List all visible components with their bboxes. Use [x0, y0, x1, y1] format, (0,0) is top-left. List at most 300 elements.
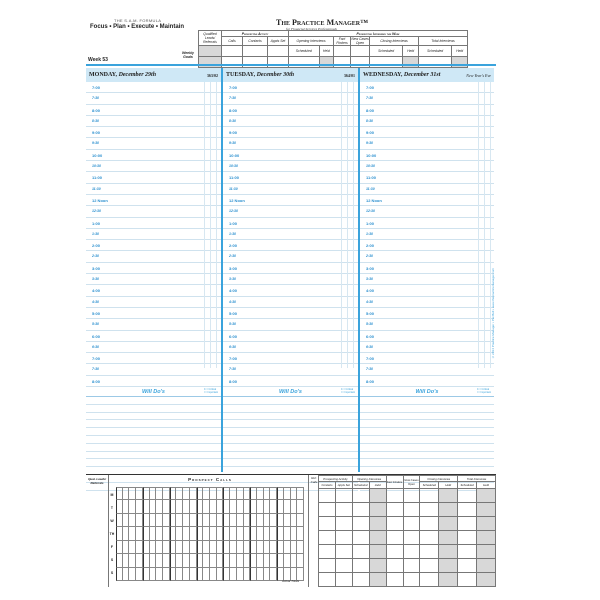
- will-do-line[interactable]: [223, 420, 358, 428]
- tally-cell[interactable]: [477, 545, 496, 559]
- tally-cell[interactable]: [319, 545, 336, 559]
- time-slot[interactable]: 8:30: [86, 116, 221, 127]
- tally-cell[interactable]: [458, 573, 477, 587]
- prospect-call-cell[interactable]: [136, 541, 143, 554]
- prospect-call-cell[interactable]: [156, 487, 163, 500]
- prospect-call-cell[interactable]: [277, 554, 284, 567]
- prospect-call-cell[interactable]: [270, 514, 277, 527]
- prospect-call-cell[interactable]: [129, 487, 136, 500]
- prospect-call-cell[interactable]: [244, 568, 251, 581]
- time-slot[interactable]: 2:00: [360, 240, 494, 251]
- time-slot[interactable]: 1:00: [223, 218, 358, 229]
- prospect-call-cell[interactable]: [250, 541, 257, 554]
- time-slot[interactable]: 10:00: [223, 150, 358, 161]
- prospect-call-cell[interactable]: [230, 487, 237, 500]
- prospect-call-cell[interactable]: [163, 568, 170, 581]
- prospect-call-cell[interactable]: [123, 541, 130, 554]
- prospect-call-cell[interactable]: [297, 514, 304, 527]
- time-slot[interactable]: 7:00: [86, 82, 221, 93]
- time-slot[interactable]: 8:00: [86, 105, 221, 116]
- prospect-call-cell[interactable]: [116, 527, 123, 540]
- time-slot[interactable]: 10:30: [223, 161, 358, 172]
- will-do-line[interactable]: [360, 405, 494, 413]
- prospect-call-cell[interactable]: [284, 554, 291, 567]
- prospect-call-cell[interactable]: [163, 500, 170, 513]
- time-slot[interactable]: 7:30: [223, 93, 358, 104]
- prospect-call-cell[interactable]: [136, 487, 143, 500]
- prospect-call-cell[interactable]: [277, 500, 284, 513]
- tally-cell[interactable]: [386, 559, 403, 573]
- tally-cell[interactable]: [420, 503, 439, 517]
- tally-cell[interactable]: [386, 545, 403, 559]
- time-slot[interactable]: 8:00: [360, 105, 494, 116]
- prospect-call-cell[interactable]: [183, 554, 190, 567]
- will-do-line[interactable]: [360, 420, 494, 428]
- prospect-call-cell[interactable]: [116, 514, 123, 527]
- prospect-call-cell[interactable]: [237, 500, 244, 513]
- tally-cell[interactable]: [319, 531, 336, 545]
- prospect-call-cell[interactable]: [123, 500, 130, 513]
- time-slot[interactable]: 5:00: [86, 308, 221, 319]
- prospect-call-cell[interactable]: [156, 541, 163, 554]
- time-slot[interactable]: 4:30: [223, 297, 358, 308]
- tally-cell[interactable]: [439, 503, 458, 517]
- tally-cell[interactable]: [352, 503, 369, 517]
- prospect-call-cell[interactable]: [123, 527, 130, 540]
- prospect-call-cell[interactable]: [203, 541, 210, 554]
- tally-cell[interactable]: [477, 559, 496, 573]
- time-slot[interactable]: 5:00: [223, 308, 358, 319]
- time-slot[interactable]: 10:30: [86, 161, 221, 172]
- will-do-line[interactable]: [223, 397, 358, 405]
- tally-cell[interactable]: [458, 489, 477, 503]
- tally-cell[interactable]: [403, 559, 420, 573]
- prospect-call-cell[interactable]: [230, 541, 237, 554]
- prospect-call-cell[interactable]: [136, 527, 143, 540]
- tally-cell[interactable]: [369, 489, 386, 503]
- time-slot[interactable]: 12:30: [223, 206, 358, 217]
- prospect-call-cell[interactable]: [230, 500, 237, 513]
- will-do-line[interactable]: [360, 459, 494, 467]
- will-do-line[interactable]: [223, 436, 358, 444]
- tally-cell[interactable]: [386, 517, 403, 531]
- prospect-call-cell[interactable]: [183, 487, 190, 500]
- prospect-call-cell[interactable]: [156, 500, 163, 513]
- prospect-call-cell[interactable]: [143, 554, 150, 567]
- time-slot[interactable]: 5:00: [360, 308, 494, 319]
- tally-cell[interactable]: [369, 503, 386, 517]
- prospect-call-cell[interactable]: [136, 514, 143, 527]
- prospect-call-cell[interactable]: [143, 527, 150, 540]
- prospect-call-cell[interactable]: [203, 514, 210, 527]
- prospect-call-cell[interactable]: [270, 487, 277, 500]
- prospect-call-cell[interactable]: [277, 527, 284, 540]
- prospect-call-cell[interactable]: [210, 487, 217, 500]
- prospect-call-cell[interactable]: [123, 554, 130, 567]
- prospect-call-cell[interactable]: [190, 541, 197, 554]
- tally-cell[interactable]: [352, 573, 369, 587]
- prospect-call-cell[interactable]: [297, 527, 304, 540]
- prospect-call-cell[interactable]: [250, 514, 257, 527]
- time-slot[interactable]: 4:00: [360, 285, 494, 296]
- prospect-call-cell[interactable]: [230, 527, 237, 540]
- prospect-call-cell[interactable]: [156, 514, 163, 527]
- time-slot[interactable]: 5:30: [360, 319, 494, 330]
- time-slot[interactable]: 9:30: [223, 138, 358, 149]
- tally-cell[interactable]: [352, 545, 369, 559]
- tally-cell[interactable]: [477, 489, 496, 503]
- prospect-call-cell[interactable]: [264, 568, 271, 581]
- tally-cell[interactable]: [319, 489, 336, 503]
- prospect-call-cell[interactable]: [150, 527, 157, 540]
- time-slot[interactable]: 7:00: [223, 353, 358, 364]
- will-do-line[interactable]: [360, 436, 494, 444]
- will-do-line[interactable]: [86, 444, 221, 452]
- prospect-call-cell[interactable]: [150, 554, 157, 567]
- tally-cell[interactable]: [403, 489, 420, 503]
- prospect-call-cell[interactable]: [270, 568, 277, 581]
- tally-cell[interactable]: [352, 517, 369, 531]
- tally-cell[interactable]: [352, 559, 369, 573]
- tally-cell[interactable]: [319, 517, 336, 531]
- tally-cell[interactable]: [403, 517, 420, 531]
- prospect-call-cell[interactable]: [190, 568, 197, 581]
- time-slot[interactable]: 1:00: [360, 218, 494, 229]
- time-slot[interactable]: 4:30: [86, 297, 221, 308]
- time-slot[interactable]: 12 Noon: [360, 195, 494, 206]
- tally-cell[interactable]: [439, 531, 458, 545]
- prospect-call-cell[interactable]: [190, 487, 197, 500]
- prospect-call-cell[interactable]: [217, 500, 224, 513]
- prospect-call-cell[interactable]: [170, 527, 177, 540]
- prospect-call-cell[interactable]: [190, 514, 197, 527]
- prospect-call-cell[interactable]: [197, 554, 204, 567]
- prospect-call-cell[interactable]: [123, 514, 130, 527]
- prospect-call-cell[interactable]: [210, 541, 217, 554]
- tally-cell[interactable]: [439, 559, 458, 573]
- tally-cell[interactable]: [439, 573, 458, 587]
- prospect-call-cell[interactable]: [223, 514, 230, 527]
- prospect-call-cell[interactable]: [223, 527, 230, 540]
- prospect-call-cell[interactable]: [143, 568, 150, 581]
- tally-cell[interactable]: [458, 503, 477, 517]
- time-slot[interactable]: 7:00: [223, 82, 358, 93]
- time-slot[interactable]: 11:00: [360, 172, 494, 183]
- time-slot[interactable]: 5:30: [86, 319, 221, 330]
- prospect-call-cell[interactable]: [257, 514, 264, 527]
- prospect-call-cell[interactable]: [244, 500, 251, 513]
- tally-cell[interactable]: [386, 573, 403, 587]
- tally-cell[interactable]: [458, 531, 477, 545]
- prospect-call-cell[interactable]: [223, 541, 230, 554]
- prospect-call-cell[interactable]: [277, 541, 284, 554]
- prospect-call-cell[interactable]: [136, 568, 143, 581]
- prospect-call-cell[interactable]: [190, 500, 197, 513]
- prospect-call-cell[interactable]: [197, 487, 204, 500]
- prospect-call-cell[interactable]: [264, 514, 271, 527]
- tally-cell[interactable]: [403, 531, 420, 545]
- time-slot[interactable]: 12 Noon: [86, 195, 221, 206]
- time-slot[interactable]: 7:30: [360, 93, 494, 104]
- time-slot[interactable]: 6:30: [86, 342, 221, 353]
- prospect-call-cell[interactable]: [129, 514, 136, 527]
- prospect-call-cell[interactable]: [163, 527, 170, 540]
- time-slot[interactable]: 6:00: [360, 331, 494, 342]
- time-slot[interactable]: 7:00: [360, 353, 494, 364]
- prospect-call-cell[interactable]: [176, 527, 183, 540]
- prospect-call-cell[interactable]: [183, 568, 190, 581]
- prospect-call-cell[interactable]: [197, 541, 204, 554]
- time-slot[interactable]: 11:30: [360, 184, 494, 195]
- prospect-call-cell[interactable]: [150, 487, 157, 500]
- will-do-line[interactable]: [223, 428, 358, 436]
- tally-cell[interactable]: [420, 559, 439, 573]
- prospect-call-cell[interactable]: [223, 568, 230, 581]
- tally-cell[interactable]: [369, 573, 386, 587]
- prospect-call-cell[interactable]: [250, 554, 257, 567]
- time-slot[interactable]: 1:00: [86, 218, 221, 229]
- prospect-call-cell[interactable]: [250, 487, 257, 500]
- prospect-call-cell[interactable]: [129, 541, 136, 554]
- time-slot[interactable]: 6:00: [223, 331, 358, 342]
- prospect-call-cell[interactable]: [143, 514, 150, 527]
- tally-cell[interactable]: [477, 517, 496, 531]
- tally-cell[interactable]: [403, 545, 420, 559]
- prospect-call-cell[interactable]: [170, 541, 177, 554]
- tally-cell[interactable]: [369, 559, 386, 573]
- time-slot[interactable]: 8:30: [360, 116, 494, 127]
- prospect-call-cell[interactable]: [176, 487, 183, 500]
- prospect-call-cell[interactable]: [244, 541, 251, 554]
- time-slot[interactable]: 10:00: [86, 150, 221, 161]
- prospect-call-cell[interactable]: [143, 487, 150, 500]
- prospect-call-cell[interactable]: [210, 514, 217, 527]
- prospect-call-cell[interactable]: [244, 527, 251, 540]
- prospect-call-cell[interactable]: [291, 487, 298, 500]
- prospect-call-cell[interactable]: [270, 541, 277, 554]
- prospect-call-cell[interactable]: [264, 541, 271, 554]
- prospect-call-cell[interactable]: [156, 568, 163, 581]
- will-do-line[interactable]: [223, 444, 358, 452]
- tally-cell[interactable]: [352, 531, 369, 545]
- will-do-line[interactable]: [86, 420, 221, 428]
- prospect-call-cell[interactable]: [183, 514, 190, 527]
- prospect-call-cell[interactable]: [176, 568, 183, 581]
- will-do-line[interactable]: [360, 397, 494, 405]
- prospect-call-cell[interactable]: [116, 500, 123, 513]
- prospect-call-cell[interactable]: [230, 568, 237, 581]
- prospect-call-cell[interactable]: [183, 541, 190, 554]
- prospect-call-cell[interactable]: [156, 554, 163, 567]
- time-slot[interactable]: 3:30: [223, 274, 358, 285]
- prospect-call-cell[interactable]: [150, 568, 157, 581]
- prospect-call-cell[interactable]: [197, 568, 204, 581]
- time-slot[interactable]: 4:00: [86, 285, 221, 296]
- time-slot[interactable]: 11:00: [86, 172, 221, 183]
- will-do-line[interactable]: [86, 428, 221, 436]
- prospect-call-cell[interactable]: [210, 568, 217, 581]
- prospect-call-cell[interactable]: [230, 514, 237, 527]
- prospect-call-cell[interactable]: [237, 554, 244, 567]
- will-do-line[interactable]: [223, 405, 358, 413]
- prospect-call-cell[interactable]: [163, 541, 170, 554]
- time-slot[interactable]: 12 Noon: [223, 195, 358, 206]
- prospect-call-cell[interactable]: [129, 568, 136, 581]
- prospect-call-cell[interactable]: [190, 527, 197, 540]
- prospect-call-cell[interactable]: [197, 527, 204, 540]
- prospect-call-cell[interactable]: [217, 514, 224, 527]
- time-slot[interactable]: 9:30: [360, 138, 494, 149]
- prospect-call-cell[interactable]: [203, 554, 210, 567]
- time-slot[interactable]: 8:00: [360, 376, 494, 387]
- prospect-call-cell[interactable]: [297, 500, 304, 513]
- prospect-call-cell[interactable]: [297, 487, 304, 500]
- prospect-call-cell[interactable]: [163, 554, 170, 567]
- tally-cell[interactable]: [319, 559, 336, 573]
- will-do-line[interactable]: [360, 413, 494, 421]
- time-slot[interactable]: 12:30: [360, 206, 494, 217]
- prospect-call-cell[interactable]: [210, 500, 217, 513]
- tally-cell[interactable]: [458, 545, 477, 559]
- time-slot[interactable]: 8:00: [223, 105, 358, 116]
- tally-cell[interactable]: [335, 559, 352, 573]
- prospect-call-cell[interactable]: [244, 487, 251, 500]
- prospect-call-cell[interactable]: [156, 527, 163, 540]
- prospect-call-cell[interactable]: [203, 568, 210, 581]
- time-slot[interactable]: 10:00: [360, 150, 494, 161]
- prospect-call-cell[interactable]: [217, 487, 224, 500]
- time-slot[interactable]: 11:00: [223, 172, 358, 183]
- prospect-call-cell[interactable]: [223, 554, 230, 567]
- time-slot[interactable]: 8:00: [223, 376, 358, 387]
- will-do-line[interactable]: [360, 452, 494, 460]
- prospect-call-cell[interactable]: [284, 541, 291, 554]
- prospect-call-cell[interactable]: [116, 487, 123, 500]
- prospect-call-cell[interactable]: [150, 514, 157, 527]
- prospect-call-cell[interactable]: [129, 500, 136, 513]
- prospect-call-cell[interactable]: [250, 568, 257, 581]
- tally-cell[interactable]: [369, 531, 386, 545]
- prospect-call-cell[interactable]: [136, 500, 143, 513]
- tally-cell[interactable]: [335, 531, 352, 545]
- time-slot[interactable]: 9:00: [360, 127, 494, 138]
- will-do-line[interactable]: [86, 413, 221, 421]
- time-slot[interactable]: 2:30: [86, 251, 221, 262]
- prospect-call-cell[interactable]: [190, 554, 197, 567]
- prospect-call-cell[interactable]: [257, 527, 264, 540]
- prospect-call-cell[interactable]: [277, 514, 284, 527]
- time-slot[interactable]: 2:00: [223, 240, 358, 251]
- prospect-call-cell[interactable]: [217, 527, 224, 540]
- prospect-call-cell[interactable]: [244, 554, 251, 567]
- prospect-call-cell[interactable]: [123, 487, 130, 500]
- prospect-call-cell[interactable]: [170, 554, 177, 567]
- time-slot[interactable]: 9:00: [86, 127, 221, 138]
- will-do-line[interactable]: [360, 444, 494, 452]
- prospect-call-cell[interactable]: [143, 541, 150, 554]
- prospect-call-cell[interactable]: [291, 527, 298, 540]
- tally-cell[interactable]: [477, 573, 496, 587]
- time-slot[interactable]: 1:30: [360, 229, 494, 240]
- tally-cell[interactable]: [319, 503, 336, 517]
- prospect-call-cell[interactable]: [176, 541, 183, 554]
- prospect-call-cell[interactable]: [116, 554, 123, 567]
- will-do-line[interactable]: [86, 459, 221, 467]
- prospect-call-cell[interactable]: [150, 500, 157, 513]
- tally-cell[interactable]: [477, 503, 496, 517]
- prospect-call-cell[interactable]: [210, 527, 217, 540]
- prospect-call-cell[interactable]: [284, 487, 291, 500]
- prospect-call-cell[interactable]: [237, 541, 244, 554]
- prospect-call-cell[interactable]: [129, 527, 136, 540]
- tally-cell[interactable]: [369, 517, 386, 531]
- tally-cell[interactable]: [386, 489, 403, 503]
- prospect-call-cell[interactable]: [264, 527, 271, 540]
- prospect-call-cell[interactable]: [291, 514, 298, 527]
- time-slot[interactable]: 3:30: [360, 274, 494, 285]
- time-slot[interactable]: 3:00: [360, 263, 494, 274]
- prospect-call-cell[interactable]: [217, 554, 224, 567]
- prospect-call-cell[interactable]: [237, 527, 244, 540]
- prospect-call-cell[interactable]: [297, 541, 304, 554]
- tally-cell[interactable]: [420, 489, 439, 503]
- prospect-call-cell[interactable]: [250, 500, 257, 513]
- time-slot[interactable]: 12:30: [86, 206, 221, 217]
- time-slot[interactable]: 6:30: [360, 342, 494, 353]
- prospect-call-cell[interactable]: [237, 514, 244, 527]
- time-slot[interactable]: 3:00: [86, 263, 221, 274]
- prospect-call-cell[interactable]: [183, 527, 190, 540]
- prospect-call-cell[interactable]: [270, 554, 277, 567]
- prospect-calls-grid[interactable]: [116, 487, 304, 581]
- time-slot[interactable]: 9:30: [86, 138, 221, 149]
- prospect-call-cell[interactable]: [197, 514, 204, 527]
- time-slot[interactable]: 5:30: [223, 319, 358, 330]
- prospect-call-cell[interactable]: [183, 500, 190, 513]
- prospect-call-cell[interactable]: [136, 554, 143, 567]
- prospect-call-cell[interactable]: [217, 568, 224, 581]
- time-slot[interactable]: 4:30: [360, 297, 494, 308]
- prospect-call-cell[interactable]: [176, 500, 183, 513]
- prospect-call-cell[interactable]: [264, 500, 271, 513]
- time-slot[interactable]: 7:30: [223, 364, 358, 375]
- time-slot[interactable]: 11:30: [223, 184, 358, 195]
- tally-cell[interactable]: [439, 545, 458, 559]
- time-slot[interactable]: 3:30: [86, 274, 221, 285]
- prospect-call-cell[interactable]: [284, 514, 291, 527]
- prospect-call-cell[interactable]: [223, 500, 230, 513]
- time-slot[interactable]: 2:30: [223, 251, 358, 262]
- will-do-line[interactable]: [223, 452, 358, 460]
- prospect-call-cell[interactable]: [291, 554, 298, 567]
- time-slot[interactable]: 9:00: [223, 127, 358, 138]
- tally-cell[interactable]: [386, 503, 403, 517]
- time-slot[interactable]: 7:30: [86, 364, 221, 375]
- tally-cell[interactable]: [477, 531, 496, 545]
- prospect-call-cell[interactable]: [217, 541, 224, 554]
- tally-cell[interactable]: [403, 573, 420, 587]
- prospect-call-cell[interactable]: [257, 541, 264, 554]
- time-slot[interactable]: 1:30: [223, 229, 358, 240]
- prospect-call-cell[interactable]: [163, 487, 170, 500]
- prospect-call-cell[interactable]: [250, 527, 257, 540]
- tally-cell[interactable]: [335, 517, 352, 531]
- tally-cell[interactable]: [335, 545, 352, 559]
- tally-cell[interactable]: [319, 573, 336, 587]
- prospect-call-cell[interactable]: [116, 541, 123, 554]
- prospect-call-cell[interactable]: [223, 487, 230, 500]
- prospect-call-cell[interactable]: [257, 500, 264, 513]
